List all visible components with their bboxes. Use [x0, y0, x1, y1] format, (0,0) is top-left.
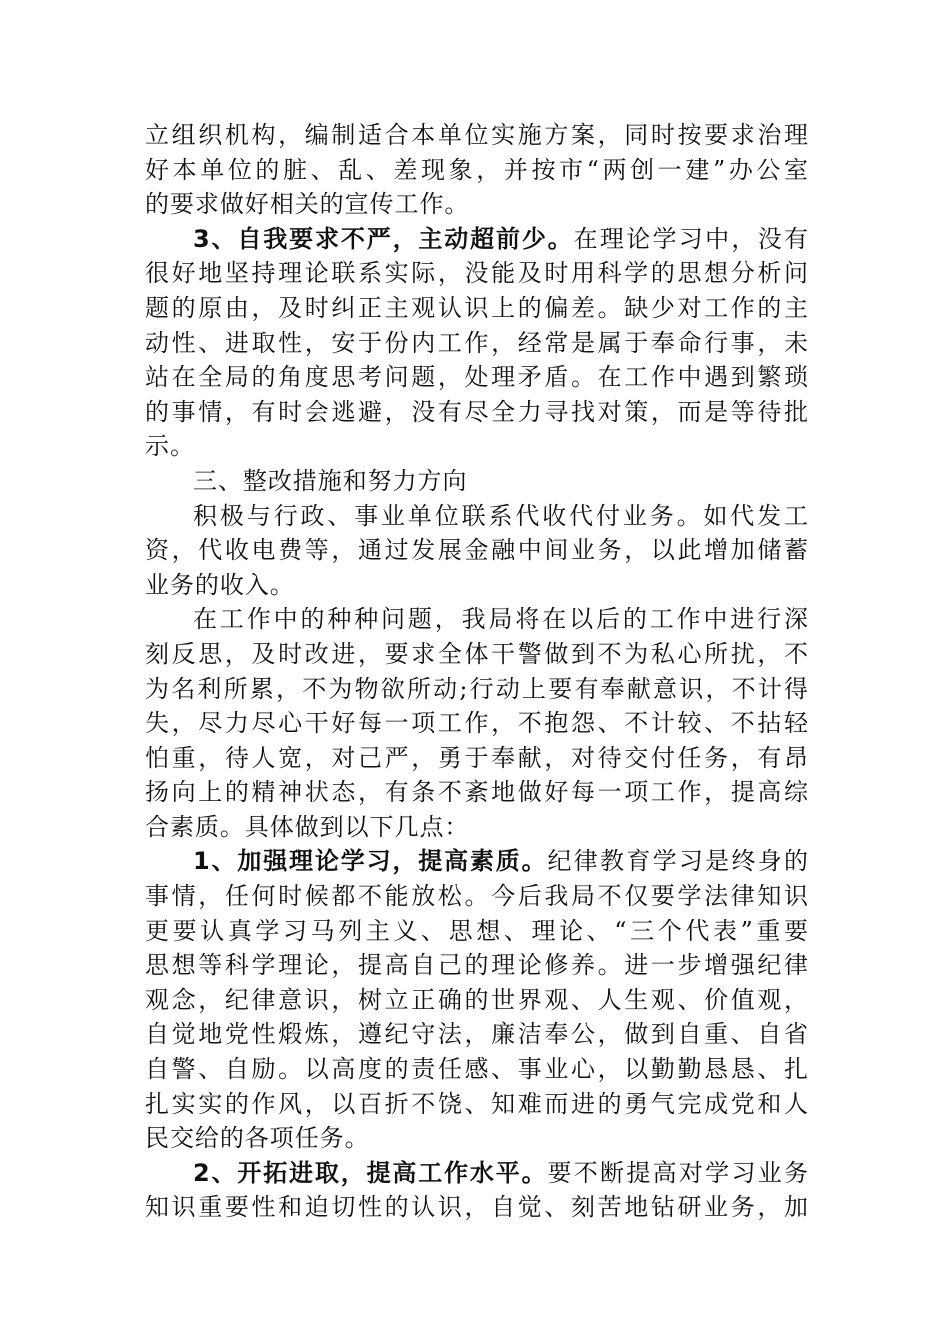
line-text: 刻反思，及时改进，要求全体干警做到不为私心所扰，不: [145, 639, 809, 668]
line-text: 自警、自励。以高度的责任感、事业心，以勤勤恳恳、扎: [145, 1055, 809, 1084]
text-line: [145, 153, 809, 188]
text-line: [145, 1121, 809, 1156]
text-line: [145, 637, 809, 672]
text-line: [145, 741, 809, 776]
line-text: 观念，纪律意识，树立正确的世界观、人生观、价值观，: [145, 985, 809, 1014]
line-text: 动性、进取性，安于份内工作，经常是属于奉命行事，未: [145, 328, 809, 357]
line-text: 为名利所累，不为物欲所动;行动上要有奉献意识，不计得: [145, 674, 809, 703]
line-text: 的要求做好相关的宣传工作。: [145, 190, 470, 219]
text-line: [145, 810, 809, 845]
line-text: 民交给的各项任务。: [145, 1124, 370, 1153]
line-text: 很好地坚持理论联系实际，没能及时用科学的思想分析问: [145, 259, 809, 288]
text-line: [145, 499, 809, 534]
text-line: [145, 326, 809, 361]
line-text: 三、整改措施和努力方向: [193, 466, 468, 495]
line-text: 纪律教育学习是终身的: [547, 847, 810, 876]
line-text: 好本单位的脏、乱、差现象，并按市“两创一建”办公室: [145, 155, 809, 184]
document-body: [145, 118, 809, 1225]
line-text: 扎实实的作风，以百折不饶、知难而进的勇气完成党和人: [145, 1089, 809, 1118]
text-line: [145, 672, 809, 707]
line-text: 更要认真学习马列主义、思想、理论、“三个代表”重要: [145, 916, 809, 945]
line-text: 示。: [145, 432, 195, 461]
line-text: 积极与行政、事业单位联系代收代付业务。如代发工: [193, 501, 809, 530]
text-line: [145, 914, 809, 949]
bold-item-heading: 1、加强理论学习，提高素质。: [193, 847, 548, 876]
text-line: [145, 395, 809, 430]
line-text: 思想等科学理论，提高自己的理论修养。进一步增强纪律: [145, 951, 809, 980]
text-line: [145, 1156, 809, 1191]
text-line: [145, 568, 809, 603]
line-text: 站在全局的角度思考问题，处理矛盾。在工作中遇到繁琐: [145, 363, 809, 392]
line-text: 题的原由，及时纠正主观认识上的偏差。缺少对工作的主: [145, 293, 809, 322]
text-line: [145, 948, 809, 983]
text-line: [145, 187, 809, 222]
line-text: 合素质。具体做到以下几点：: [145, 812, 470, 841]
text-line: [145, 360, 809, 395]
text-line: [145, 706, 809, 741]
text-line: [145, 602, 809, 637]
line-text: 自觉地党性煅炼，遵纪守法，廉洁奉公，做到自重、自省: [145, 1020, 809, 1049]
bold-item-heading: 3、自我要求不严，主动超前少。: [193, 224, 574, 253]
line-text: 扬向上的精神状态，有条不紊地做好每一项工作，提高综: [145, 778, 809, 807]
text-line: [145, 879, 809, 914]
text-line: [145, 118, 809, 153]
line-text: 事情，任何时候都不能放松。今后我局不仅要学法律知识: [145, 882, 809, 911]
text-line: [145, 844, 809, 879]
line-text: 要不断提高对学习业务: [547, 1158, 810, 1187]
text-line: [145, 533, 809, 568]
section-heading: [145, 464, 809, 499]
text-line: [145, 775, 809, 810]
text-line: [145, 429, 809, 464]
text-line: [145, 1190, 809, 1225]
line-text: 在工作中的种种问题，我局将在以后的工作中进行深: [193, 605, 809, 634]
text-line: [145, 291, 809, 326]
line-text: 知识重要性和迫切性的认识，自觉、刻苦地钻研业务，加: [145, 1193, 809, 1222]
text-line: [145, 222, 809, 257]
line-text: 业务的收入。: [145, 570, 295, 599]
line-text: 资，代收电费等，通过发展金融中间业务，以此增加储蓄: [145, 536, 809, 565]
line-text: 在理论学习中，没有: [573, 224, 809, 253]
bold-item-heading: 2、开拓进取，提高工作水平。: [193, 1158, 548, 1187]
line-text: 怕重，待人宽，对己严，勇于奉献，对待交付任务，有昂: [145, 743, 809, 772]
text-line: [145, 1017, 809, 1052]
line-text: 的事情，有时会逃避，没有尽全力寻找对策，而是等待批: [145, 397, 809, 426]
text-line: [145, 1087, 809, 1122]
text-line: [145, 983, 809, 1018]
line-text: 立组织机构，编制适合本单位实施方案，同时按要求治理: [145, 121, 809, 149]
text-line: [145, 1052, 809, 1087]
text-line: [145, 256, 809, 291]
line-text: 失，尽力尽心干好每一项工作，不抱怨、不计较、不拈轻: [145, 709, 809, 738]
